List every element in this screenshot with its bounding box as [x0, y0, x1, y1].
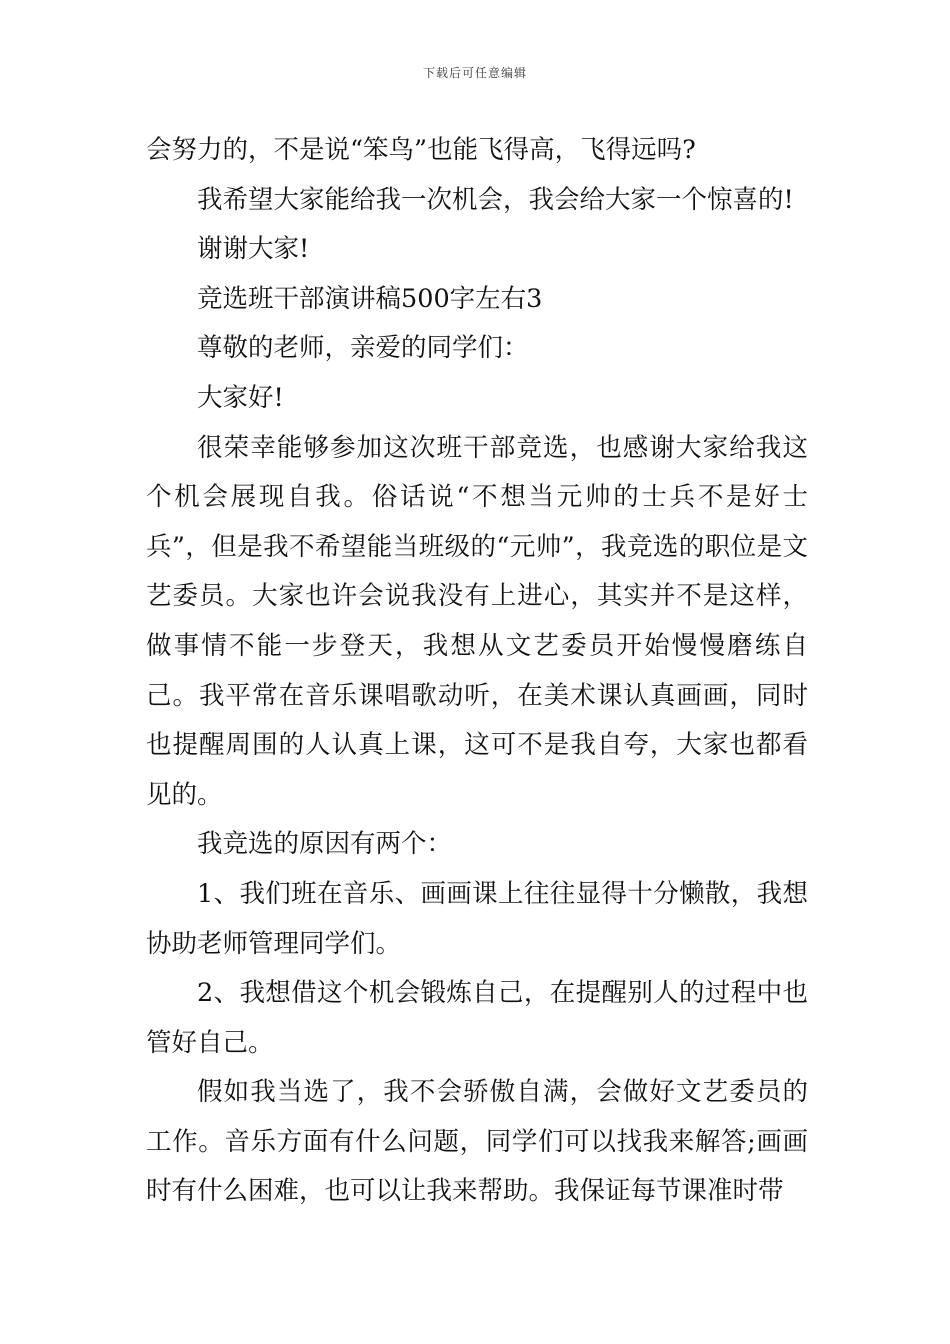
greeting: 大家好!: [197, 382, 284, 413]
document-body: [146, 126, 808, 1217]
section-title: 竞选班干部演讲稿500字左右3: [197, 283, 543, 314]
page-header-note: 下载后可任意编辑: [422, 66, 527, 80]
paragraph: 会努力的，不是说“笨鸟”也能飞得高，飞得远吗?: [146, 135, 696, 165]
list-item: 1、我们班在音乐、画画课上往往显得十分懒散，我想协助老师管理同学们。: [146, 878, 808, 959]
paragraph: 我希望大家能给我一次机会，我会给大家一个惊喜的!: [197, 184, 794, 215]
paragraph: 很荣幸能够参加这次班干部竞选，也感谢大家给我这个机会展现自我。俗话说“不想当元帅的士兵不是好士兵”，但是我不希望能当班级的“元帅”，我竞选的职位是文艺委员。大家也许会说我没有上进心，其实并不是这样，做事情不能一步登天，我想从文艺委员开始慢慢磨练自己。我平常在音乐课唱歌动听，在美术课认真画画，同时也提醒周围的人认真上课，这可不是我自夸，大家也都看见的。: [146, 432, 808, 810]
salutation: 尊敬的老师，亲爱的同学们：: [197, 333, 529, 364]
paragraph: 谢谢大家!: [197, 234, 310, 265]
paragraph: 假如我当选了，我不会骄傲自满，会做好文艺委员的工作。音乐方面有什么问题，同学们可以找我来解答;画画时有什么困难，也可以让我来帮助。我保证每节课准时带: [146, 1077, 808, 1207]
paragraph: 我竞选的原因有两个：: [197, 829, 453, 860]
list-item: 2、我想借这个机会锻炼自己，在提醒别人的过程中也管好自己。: [146, 978, 808, 1058]
